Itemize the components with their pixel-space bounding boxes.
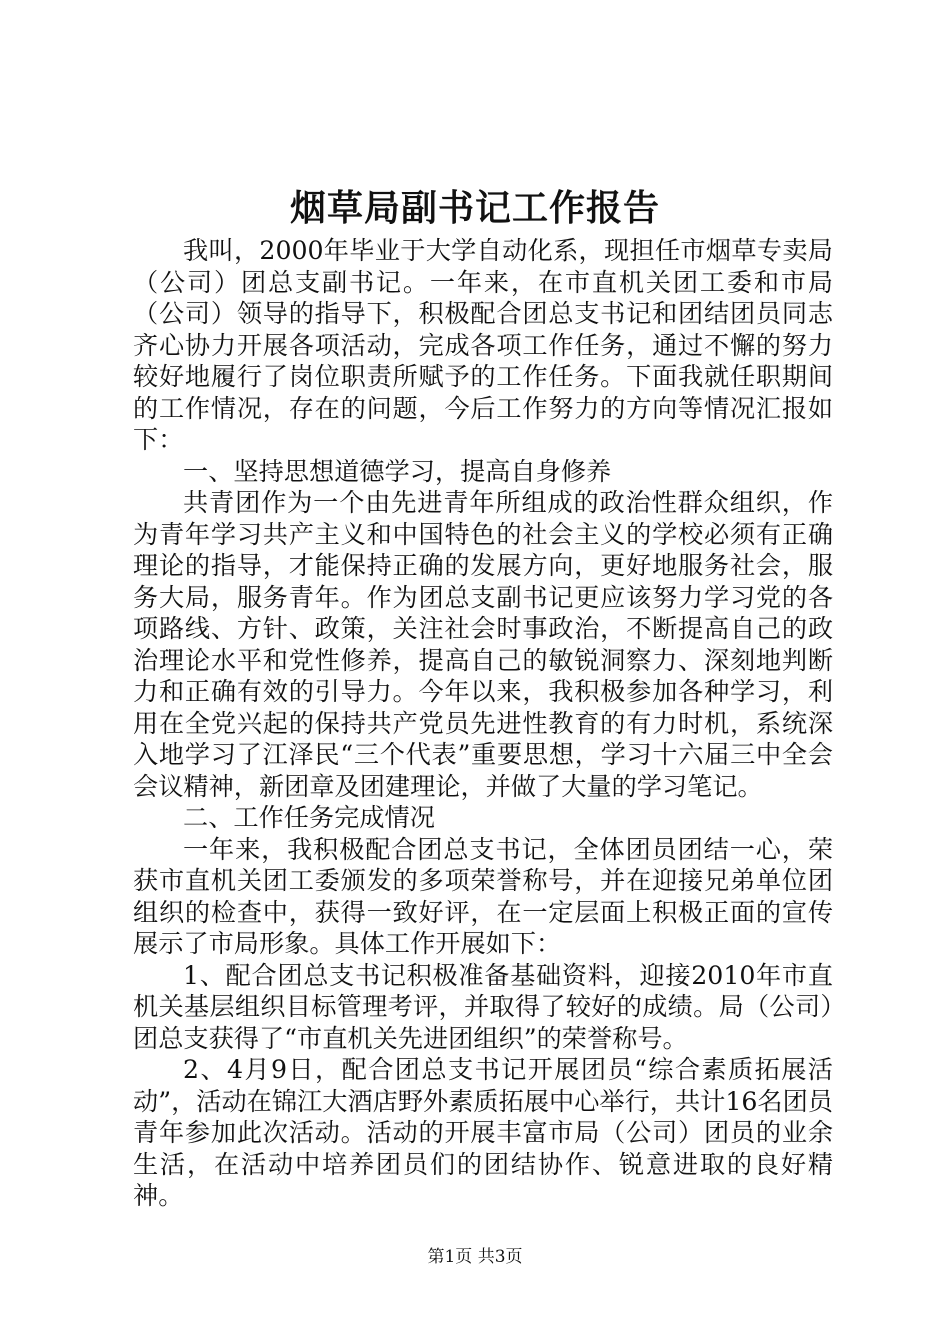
paragraph-study: 共青团作为一个由先进青年所组成的政治性群众组织，作为青年学习共产主义和中国特色的社会主义的学校必须有正确理论的指导，才能保持正确的发展方向，更好地服务社会，服务大局，服务青年。作为团总支副书记更应该努力学习党的各项路线、方针、政策，关注社会时事政治，不断提高自己的政治理论水平和党性修养，提高自己的敏锐洞察力、深刻地判断力和正确有效的引导力。今年以来，我积极参加各种学习，利用在全党兴起的保持共产党员先进性教育的有力时机，系统深入地学习了江泽民“三个代表”重要思想，学习十六届三中全会会议精神，新团章及团建理论，并做了大量的学习笔记。 [133,488,833,801]
paragraph-item-1: 1、配合团总支书记积极准备基础资料，迎接2010年市直机关基层组织目标管理考评，并取得了较好的成绩。局（公司）团总支获得了“市直机关先进团组织”的荣誉称号。 [133,960,833,1053]
section-heading-2: 二、工作任务完成情况 [183,803,435,832]
paragraph-intro: 我叫，2000年毕业于大学自动化系，现担任市烟草专卖局（公司）团总支副书记。一年来，在市直机关团工委和市局（公司）领导的指导下，积极配合团总支书记和团结团员同志齐心协力开展各项活动，完成各项工作任务，通过不懈的努力较好地履行了岗位职责所赋予的工作任务。下面我就任职期间的工作情况，存在的问题，今后工作努力的方向等情况汇报如下： [133,236,833,454]
page-number-footer: 第1页 共3页 [427,1247,523,1267]
paragraph-tasks: 一年来，我积极配合团总支书记，全体团员团结一心，荣获市直机关团工委颁发的多项荣誉称号，并在迎接兄弟单位团组织的检查中，获得一致好评，在一定层面上积极正面的宣传展示了市局形象。具体工作开展如下： [133,834,833,958]
document-body [133,235,833,1212]
section-heading-1: 一、坚持思想道德学习，提高自身修养 [183,456,612,486]
document-title: 烟草局副书记工作报告 [289,187,660,229]
paragraph-item-2: 2、4月9日，配合团总支书记开展团员“综合素质拓展活动”，活动在锦江大酒店野外素质拓展中心举行，共计16名团员青年参加此次活动。活动的开展丰富市局（公司）团员的业余生活，在活动中培养团员们的团结协作、锐意进取的良好精神。 [133,1055,833,1210]
